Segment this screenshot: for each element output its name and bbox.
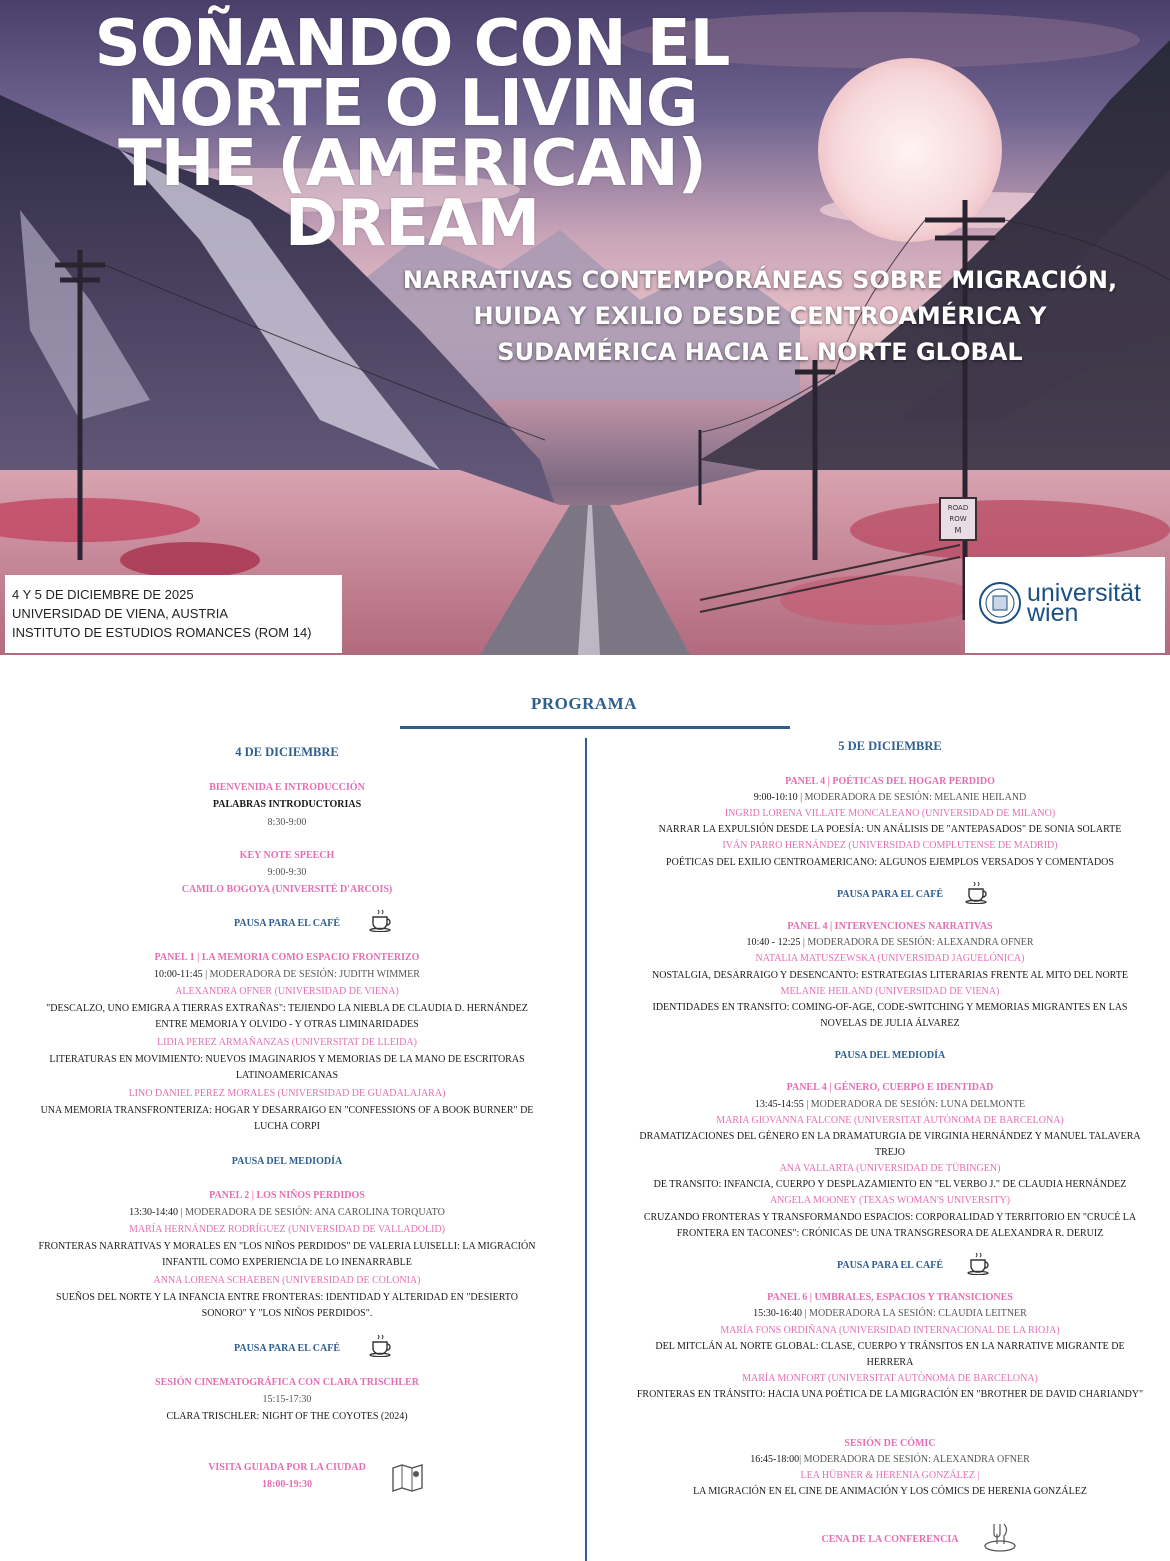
column-divider <box>585 738 587 1561</box>
road-sign-line3: M <box>954 526 962 535</box>
tour-time: 18:00-19:30 <box>262 1479 312 1490</box>
panel1-talk2-speaker: LIDIA PEREZ ARMAÑANZAS (UNIVERSITAT DE LLEIDA) <box>157 1037 417 1048</box>
panel2-title: PANEL 2 | LOS NIÑOS PERDIDOS <box>209 1190 365 1201</box>
panel4-moderator: | MODERADORA DE SESIÓN: ALEXANDRA OFNER <box>802 937 1034 948</box>
panel1-session <box>38 967 536 983</box>
lunch-break-2: PAUSA DEL MEDIODÍA <box>834 1050 946 1061</box>
panel5-time: 13:45-14:55 <box>754 1099 804 1110</box>
comic-title: SESIÓN DE CÓMIC <box>844 1438 936 1449</box>
panel1-talk1-speaker: ALEXANDRA OFNER (UNIVERSIDAD DE VIENA) <box>175 986 399 997</box>
comic-session <box>632 1452 1148 1468</box>
coffee-break-3 <box>632 887 1148 903</box>
panel4-session <box>632 935 1148 951</box>
panel1-moderator: | MODERADORA DE SESIÓN: JUDITH WIMMER <box>205 969 420 980</box>
panel2-session <box>38 1205 536 1221</box>
panel5-talk1-speaker: MARIA GIOVANNA FALCONE (UNIVERSITAT AUTÒNOMA DE BARCELONA) <box>716 1115 1064 1126</box>
day1-title: 4 DE DICIEMBRE <box>235 745 339 759</box>
cinema-title: SESIÓN CINEMATOGRÁFICA CON CLARA TRISCHLER <box>155 1377 419 1388</box>
panel3-title: PANEL 4 | POÉTICAS DEL HOGAR PERDIDO <box>785 776 995 787</box>
road-sign-line2: ROW <box>949 515 967 523</box>
event-venue: UNIVERSIDAD DE VIENA, AUSTRIA <box>12 606 228 621</box>
road-sign-line1: ROAD <box>947 504 969 512</box>
day2-title: 5 DE DICIEMBRE <box>838 739 942 753</box>
panel1-talk3-speaker: LINO DANIEL PEREZ MORALES (UNIVERSIDAD DE GUADALAJARA) <box>128 1088 446 1099</box>
city-map-icon <box>390 1462 426 1492</box>
panel2-moderator: | MODERADORA DE SESIÓN: ANA CAROLINA TORQUATO <box>180 1207 445 1218</box>
logo-text-line2: wien <box>1027 599 1079 627</box>
coffee-break-1 <box>38 916 536 932</box>
conference-dinner: CENA DE LA CONFERENCIA <box>821 1534 959 1545</box>
welcome-time: 8:30-9:00 <box>267 817 307 828</box>
lunch-break-1: PAUSA DEL MEDIODÍA <box>231 1156 343 1167</box>
panel5-talk1-title: DRAMATIZACIONES DEL GÉNERO EN LA DRAMATURGIA DE VIRGINIA HERNÁNDEZ Y MANUEL TALAVERA TREJO <box>639 1131 1141 1158</box>
panel1-time: 10:00-11:45 <box>154 969 203 980</box>
event-institute: INSTITUTO DE ESTUDIOS ROMANCES (ROM 14) <box>12 625 312 640</box>
hero-banner <box>0 0 1170 655</box>
coffee-break-4 <box>632 1258 1148 1274</box>
panel5-moderator: | MODERADORA DE SESIÓN: LUNA DELMONTE <box>806 1099 1026 1110</box>
tour-title: VISITA GUIADA POR LA CIUDAD <box>208 1462 366 1473</box>
panel3-talk1-speaker: INGRID LORENA VILLATE MONCALEANO (UNIVERSIDAD DE MILANO) <box>724 808 1056 819</box>
coffee-cup-icon <box>368 1333 396 1357</box>
panel6-talk1-speaker: MARÍA FONS ORDIÑANA (UNIVERSIDAD INTERNACIONAL DE LA RIOJA) <box>720 1325 1060 1336</box>
poster-title: SOÑANDO CON EL NORTE O LIVING THE (AMERICAN) DREAM <box>94 7 730 261</box>
cinema-time: 15:15-17:30 <box>262 1394 312 1405</box>
panel1-talk3-title: UNA MEMORIA TRANSFRONTERIZA: HOGAR Y DESARRAIGO EN "CONFESSIONS OF A BOOK BURNER" DE LUCHA CORPI <box>40 1105 534 1132</box>
coffee-cup-icon <box>964 880 992 904</box>
panel3-session <box>632 790 1148 806</box>
panel2-talk1-speaker: MARÍA HERNÁNDEZ RODRÍGUEZ (UNIVERSIDAD DE VALLADOLID) <box>129 1224 445 1235</box>
panel2-talk1-title: FRONTERAS NARRATIVAS Y MORALES EN "LOS NIÑOS PERDIDOS" DE VALERIA LUISELLI: LA MIGRACIÓN INFANTIL COMO EXPERIENCIA DE LO INENARRABLE <box>38 1241 536 1268</box>
panel3-time: 9:00-10:10 <box>753 792 798 803</box>
comic-time: 16:45-18:00 <box>750 1454 800 1465</box>
panel6-time: 15:30-16:40 <box>753 1308 803 1319</box>
panel4-talk1-speaker: NATALIA MATUSZEWSKA (UNIVERSIDAD JAGUELÓNICA) <box>755 953 1025 964</box>
panel6-moderator: | MODERADORA LA SESIÓN: CLAUDIA LEITNER <box>804 1308 1027 1319</box>
program-title-rule <box>400 726 790 729</box>
panel3-talk2-title: POÉTICAS DEL EXILIO CENTROAMERICANO: ALGUNOS EJEMPLOS VERSADOS Y COMENTADOS <box>666 857 1114 868</box>
dinner-plate-icon <box>982 1520 1018 1554</box>
panel2-time: 13:30-14:40 <box>129 1207 179 1218</box>
panel5-title: PANEL 4 | GÉNERO, CUERPO E IDENTIDAD <box>786 1082 994 1093</box>
panel5-session <box>632 1097 1148 1113</box>
panel4-talk2-title: IDENTIDADES EN TRANSITO: COMING-OF-AGE, CODE-SWITCHING Y MEMORIAS MIGRANTES EN LAS NOVELAS DE JULIA ÁLVAREZ <box>652 1002 1128 1029</box>
cinema-film: CLARA TRISCHLER: NIGHT OF THE COYOTES (2024) <box>166 1411 408 1422</box>
panel4-talk1-title: NOSTALGIA, DESARRAIGO Y DESENCANTO: ESTRATEGIAS LITERARIAS FRENTE AL MITO DEL NORTE <box>652 970 1128 981</box>
panel5-talk2-title: DE TRANSITO: INFANCIA, CUERPO Y DESPLAZAMIENTO EN "EL VERBO J." DE CLAUDIA HERNÁNDEZ <box>653 1179 1127 1190</box>
welcome-title: BIENVENIDA E INTRODUCCIÓN <box>209 782 365 793</box>
panel3-talk1-title: NARRAR LA EXPULSIÓN DESDE LA POESÍA: UN ANÁLISIS DE "ANTEPASADOS" DE SONIA SOLARTE <box>658 824 1122 835</box>
coffee-break-label: PAUSA PARA EL CAFÉ <box>233 1343 341 1354</box>
panel1-title: PANEL 1 | LA MEMORIA COMO ESPACIO FRONTERIZO <box>154 952 420 963</box>
poster-subtitle: NARRATIVAS CONTEMPORÁNEAS SOBRE MIGRACIÓN, HUIDA Y EXILIO DESDE CENTROAMÉRICA Y SUDAMÉRICA HACIA EL NORTE GLOBAL <box>402 266 1118 366</box>
event-dates: 4 Y 5 DE DICIEMBRE DE 2025 <box>12 587 194 602</box>
panel6-talk1-title: DEL MITCLÁN AL NORTE GLOBAL: CLASE, CUERPO Y TRÁNSITOS EN LA NARRATIVE MIGRANTE DE HERRERA <box>655 1341 1125 1368</box>
welcome-subtitle: PALABRAS INTRODUCTORIAS <box>212 799 362 810</box>
panel6-talk2-title: FRONTERAS EN TRÁNSITO: HACIA UNA POÉTICA DE LA MIGRACIÓN EN "BROTHER DE DAVID CHARIANDY" <box>636 1389 1144 1400</box>
keynote-title: KEY NOTE SPEECH <box>239 850 335 861</box>
program-title: PROGRAMA <box>531 694 637 713</box>
comic-moderator: | MODERADORA DE SESIÓN: ALEXANDRA OFNER <box>799 1454 1030 1465</box>
panel1-talk2-title: LITERATURAS EN MOVIMIENTO: NUEVOS IMAGINARIOS Y MEMORIAS DE LA MANO DE ESCRITORAS LATINOAMERICANAS <box>49 1054 525 1081</box>
panel2-talk2-title: SUEÑOS DEL NORTE Y LA INFANCIA ENTRE FRONTERAS: IDENTIDAD Y ALTERIDAD EN "DESIERTO SONORO" Y "LOS NIÑOS PERDIDOS". <box>56 1292 518 1319</box>
logo-text-line1: universität <box>1027 579 1141 607</box>
panel5-talk2-speaker: ANA VALLARTA (UNIVERSIDAD DE TÜBINGEN) <box>779 1163 1001 1174</box>
panel5-talk3-speaker: ANGELA MOONEY (TEXAS WOMAN'S UNIVERSITY) <box>769 1195 1011 1206</box>
panel6-title: PANEL 6 | UMBRALES, ESPACIOS Y TRANSICIONES <box>767 1292 1013 1303</box>
comic-speaker: LEA HÜBNER & HERENIA GONZÁLEZ | <box>800 1470 980 1481</box>
keynote-speaker: CAMILO BOGOYA (UNIVERSITÉ D'ARCOIS) <box>181 884 393 895</box>
university-seal-icon <box>978 581 1022 625</box>
keynote-time: 9:00-9:30 <box>267 867 307 878</box>
panel5-talk3-title: CRUZANDO FRONTERAS Y TRANSFORMANDO ESPACIOS: CORPORALIDAD Y TERRITORIO EN "CRUCÉ LA FRONTERA EN TACONES": CRÓNICAS DE UNA TRANSGRESORA DE ALEXANDRA R. DERUIZ <box>643 1212 1137 1239</box>
coffee-cup-icon <box>368 908 396 932</box>
panel3-moderator: | MODERADORA DE SESIÓN: MELANIE HEILAND <box>800 792 1027 803</box>
panel4-title: PANEL 4 | INTERVENCIONES NARRATIVAS <box>787 921 993 932</box>
panel4-time: 10:40 - 12:25 <box>746 937 801 948</box>
coffee-break-label: PAUSA PARA EL CAFÉ <box>836 889 944 900</box>
coffee-break-label: PAUSA PARA EL CAFÉ <box>836 1260 944 1271</box>
university-logo <box>965 557 1165 653</box>
panel6-talk2-speaker: MARÍA MONFORT (UNIVERSITAT AUTÒNOMA DE BARCELONA) <box>742 1373 1038 1384</box>
coffee-cup-icon <box>966 1251 994 1275</box>
panel4-talk2-speaker: MELANIE HEILAND (UNIVERSIDAD DE VIENA) <box>780 986 1000 997</box>
panel1-talk1-title: "DESCALZO, UNO EMIGRA A TIERRAS EXTRAÑAS": TEJIENDO LA NIEBLA DE CLAUDIA D. HERNÁNDEZ ENTRE MEMORIA Y OLVIDO - Y OTRAS LIMINARIDADES <box>46 1003 528 1030</box>
panel2-talk2-speaker: ANNA LORENA SCHAEBEN (UNIVERSIDAD DE COLONIA) <box>153 1275 421 1286</box>
event-info-box <box>5 575 342 653</box>
panel3-talk2-speaker: IVÁN PARRO HERNÁNDEZ (UNIVERSIDAD COMPLUTENSE DE MADRID) <box>722 840 1058 851</box>
coffee-break-2 <box>38 1341 536 1357</box>
coffee-break-label: PAUSA PARA EL CAFÉ <box>233 918 341 929</box>
panel6-session <box>632 1306 1148 1322</box>
comic-talk: LA MIGRACIÓN EN EL CINE DE ANIMACIÓN Y LOS CÓMICS DE HERENIA GONZÁLEZ <box>693 1486 1087 1497</box>
